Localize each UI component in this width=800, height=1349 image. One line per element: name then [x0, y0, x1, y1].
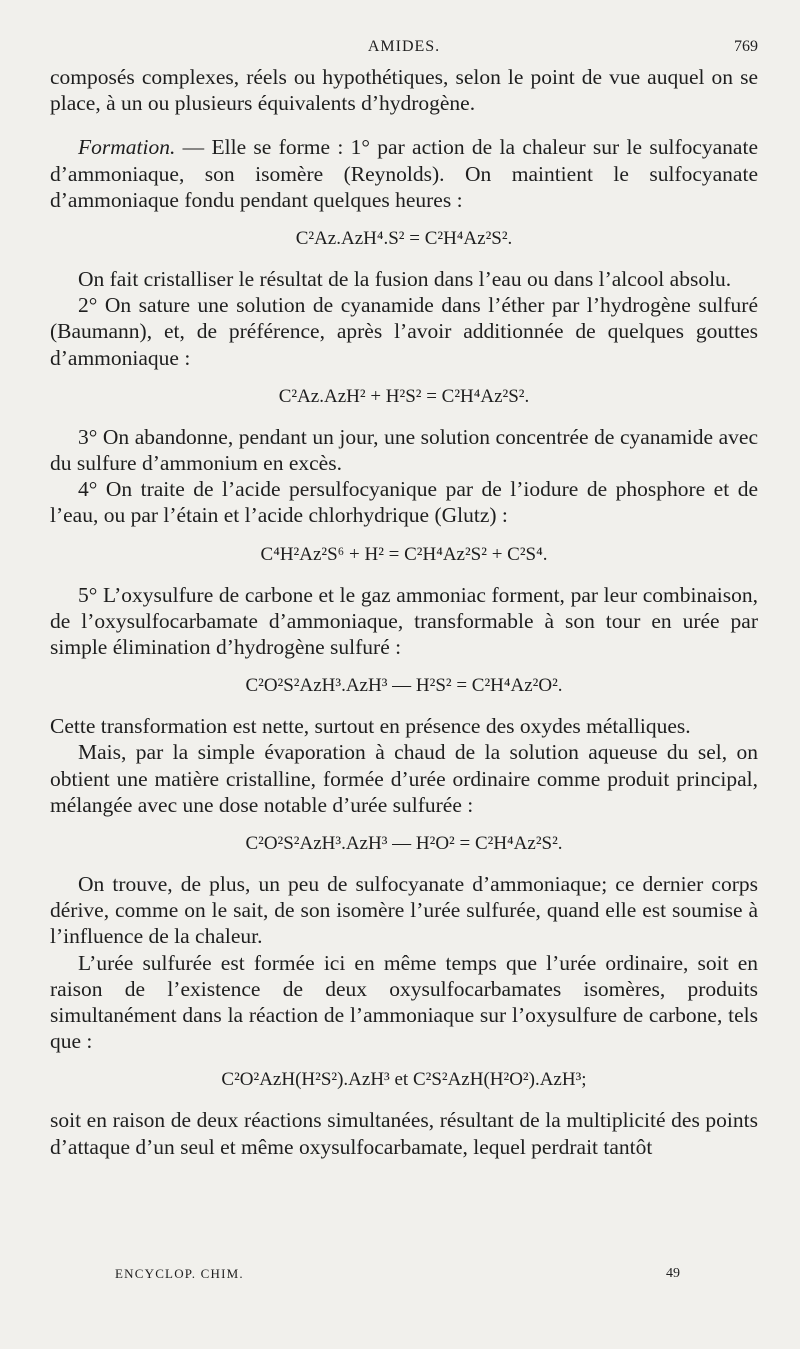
formula-2: C²Az.AzH² + H²S² = C²H⁴Az²S². [278, 385, 530, 407]
paragraph-method-5: 5° L’oxysulfure de carbone et le gaz ammoniac forment, par leur combinaison, de l’oxysulfocarbamate d’ammoniaque, transformable à son tour en urée par simple élimination d’hydrogène sulfuré : [50, 582, 758, 660]
formula-1: C²Az.AzH⁴.S² = C²H⁴Az²S². [295, 228, 513, 250]
formula-4: C²O²S²AzH³.AzH³ — H²S² = C²H⁴Az²O². [245, 675, 563, 697]
running-title: AMIDES. [367, 38, 441, 55]
paragraph-evaporation: Mais, par la simple évaporation à chaud de la solution aqueuse du sel, on obtient une matière cristalline, formée d’urée ordinaire comme produit principal, mélangée avec une dose notable d’urée sulfurée : [50, 740, 758, 817]
paragraph-method-4: 4° On traite de l’acide persulfocyanique par de l’iodure de phosphore et de l’eau, ou par l’étain et l’acide chlorhydrique (Glutz) : [50, 477, 758, 528]
paragraph-reactions: soit en raison de deux réactions simultanées, résultant de la multiplicité des points d’attaque d’un seul et même oxysulfocarbamate, lequel perdrait tantôt [50, 1108, 758, 1159]
paragraph-formation [50, 134, 758, 213]
signature-mark: 49 [666, 1266, 680, 1281]
paragraph-sulfocyanate: On trouve, de plus, un peu de sulfocyanate d’ammoniaque; ce dernier corps dérive, comme on le sait, de son isomère l’urée sulfurée, quand elle est soumise à l’influence de la chaleur. [50, 872, 758, 949]
page-footer [115, 1266, 680, 1282]
formula-5: C²O²S²AzH³.AzH³ — H²O² = C²H⁴Az²S². [245, 833, 563, 855]
formula-3: C⁴H²Az²S⁶ + H² = C²H⁴Az²S² + C²S⁴. [260, 543, 548, 565]
paragraph-isomers: L’urée sulfurée est formée ici en même temps que l’urée ordinaire, soit en raison de l’existence de deux oxysulfocarbamates isomères, produits simultanément dans la réaction de l’ammoniaque sur l’oxysulfure de carbone, tels que : [50, 950, 758, 1054]
paragraph-method-3: 3° On abandonne, pendant un jour, une solution concentrée de cyanamide avec du sulfure d’ammonium en excès. [50, 424, 758, 476]
section-label-formation: Formation. [78, 135, 176, 160]
footer-source: ENCYCLOP. CHIM. [115, 1266, 244, 1281]
paragraph-crystallize: On fait cristalliser le résultat de la fusion dans l’eau ou dans l’alcool absolu. [78, 267, 732, 292]
formula-6: C²O²AzH(H²S²).AzH³ et C²S²AzH(H²O²).AzH³; [221, 1069, 587, 1091]
paragraph-transformation: Cette transformation est nette, surtout en présence des oxydes métalliques. [50, 714, 691, 739]
paragraph-method-2: 2° On sature une solution de cyanamide dans l’éther par l’hydrogène sulfuré (Baumann), et, de préférence, après l’avoir additionnée de quelques gouttes d’ammoniaque : [50, 293, 758, 370]
page-header [50, 38, 758, 64]
page-number: 769 [734, 38, 758, 55]
paragraph-continuation: composés complexes, réels ou hypothétiques, selon le point de vue auquel on se place, à un ou plusieurs équivalents d’hydrogène. [50, 65, 758, 116]
document-page [50, 38, 758, 1160]
formation-text: — Elle se forme : 1° par action de la chaleur sur le sulfocyanate d’ammoniaque, son isomère (Reynolds). On maintient le sulfocyanate d’ammoniaque fondu pendant quelques heures : [50, 135, 758, 212]
